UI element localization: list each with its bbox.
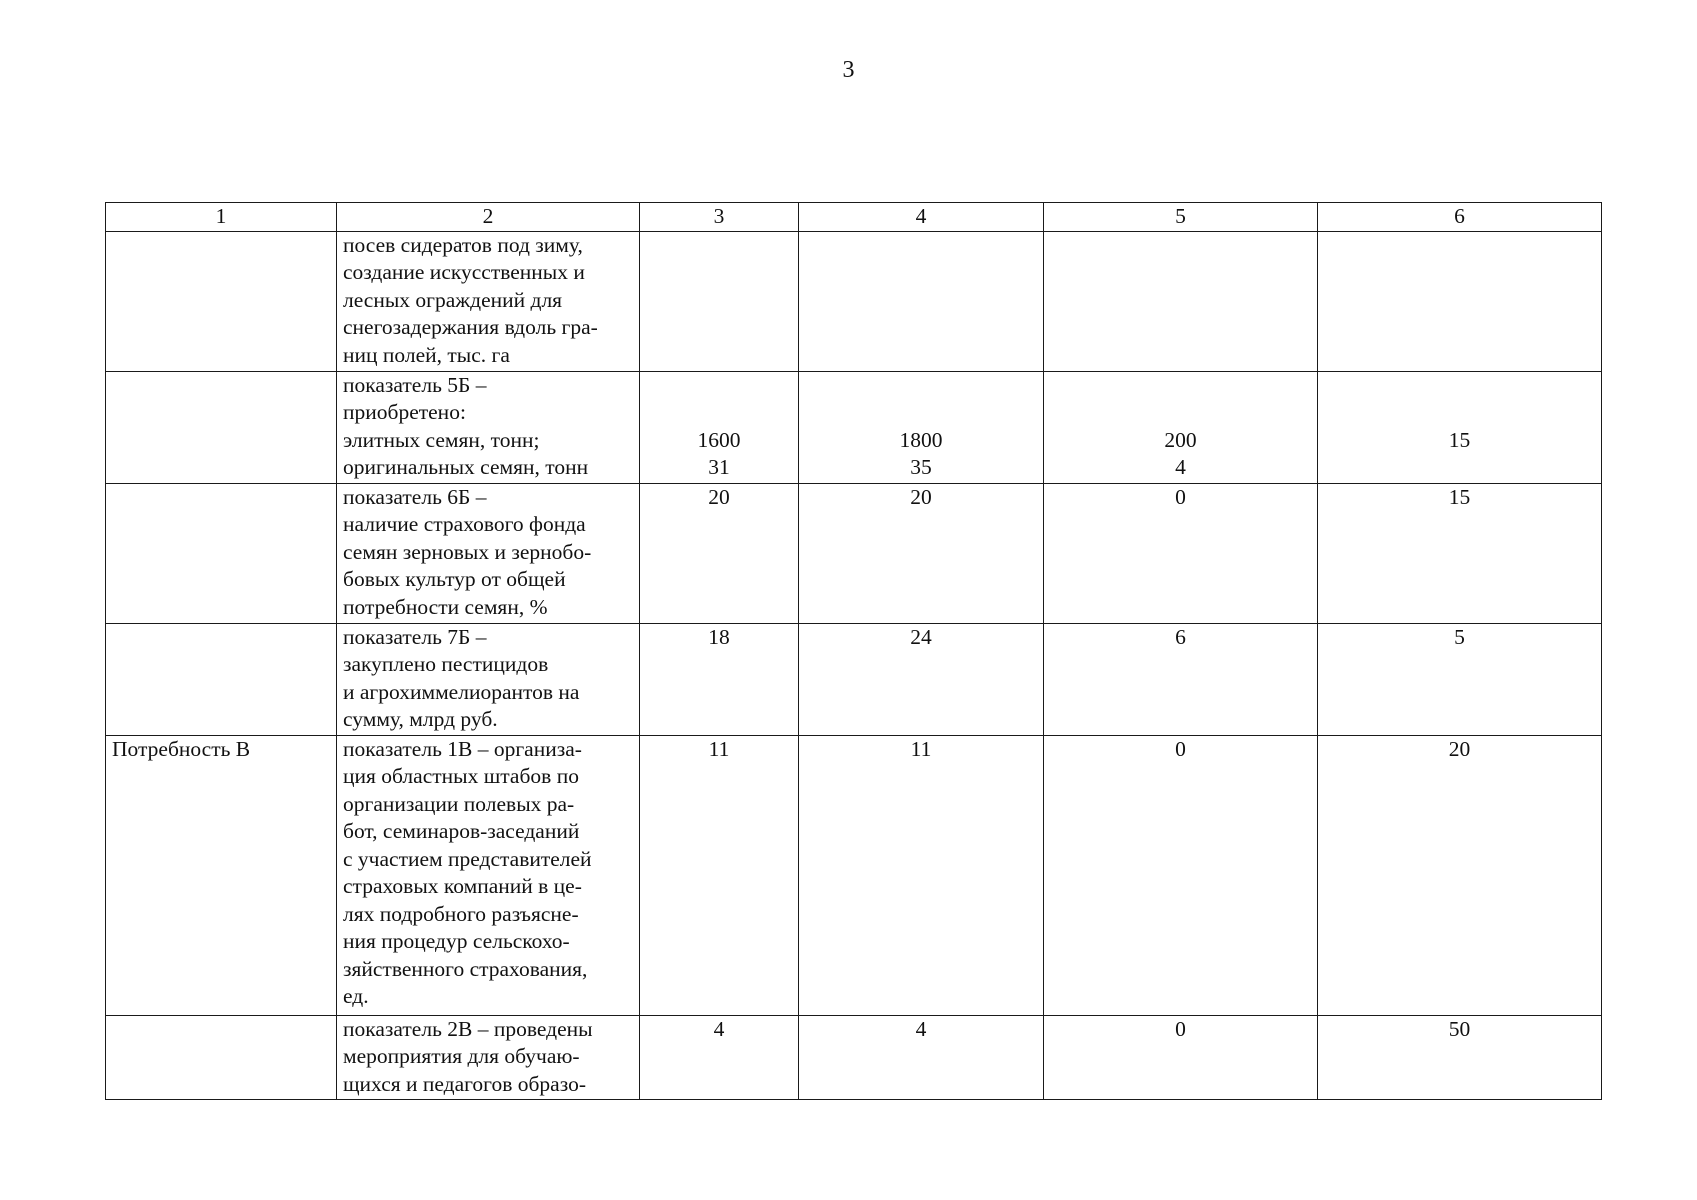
value-line: 1800 bbox=[899, 427, 943, 452]
value-line bbox=[1324, 372, 1595, 400]
indicator-line: бовых культур от общей bbox=[343, 567, 566, 591]
table-row bbox=[106, 1015, 1602, 1099]
value-cell: 11 bbox=[799, 735, 1044, 1015]
indicator-line: ед. bbox=[343, 984, 369, 1008]
indicator-line: показатель 2В – проведены bbox=[343, 1016, 593, 1041]
value-cell: 6 bbox=[1044, 623, 1318, 735]
indicator-cell bbox=[337, 735, 640, 1015]
indicator-line: страховых компаний в це- bbox=[343, 874, 582, 898]
value-line bbox=[1050, 372, 1311, 400]
indicator-cell bbox=[337, 1015, 640, 1099]
table-header-row bbox=[106, 203, 1602, 232]
value-cell bbox=[1044, 371, 1318, 483]
value-line: 31 bbox=[708, 455, 730, 479]
need-cell bbox=[106, 1015, 337, 1099]
value-cell: 50 bbox=[1318, 1015, 1602, 1099]
value-line bbox=[646, 372, 792, 400]
value-cell: 4 bbox=[799, 1015, 1044, 1099]
need-cell bbox=[106, 483, 337, 623]
value-line bbox=[1050, 399, 1311, 427]
value-cell bbox=[799, 231, 1044, 371]
indicator-cell bbox=[337, 231, 640, 371]
value-cell: 15 bbox=[1318, 483, 1602, 623]
value-line: 1600 bbox=[697, 427, 741, 452]
indicator-line: организации полевых ра- bbox=[343, 791, 575, 816]
value-line: 200 bbox=[1164, 427, 1197, 452]
indicator-line: показатель 5Б – bbox=[343, 372, 487, 397]
column-header: 2 bbox=[337, 203, 640, 232]
indicator-cell bbox=[337, 623, 640, 735]
indicator-line: показатель 1В – организа- bbox=[343, 736, 582, 761]
indicator-line: приобретено: bbox=[343, 400, 466, 424]
value-cell: 20 bbox=[640, 483, 799, 623]
indicator-line: зяйственного страхования, bbox=[343, 956, 588, 981]
value-cell: 20 bbox=[1318, 735, 1602, 1015]
value-line bbox=[805, 399, 1037, 427]
indicator-line: посев сидератов под зиму, bbox=[343, 232, 583, 257]
column-header: 1 bbox=[106, 203, 337, 232]
indicator-line: бот, семинаров-заседаний bbox=[343, 819, 580, 843]
indicator-line: и агрохиммелиорантов на bbox=[343, 679, 580, 704]
value-cell: 18 bbox=[640, 623, 799, 735]
table-row bbox=[106, 371, 1602, 483]
value-cell: 0 bbox=[1044, 483, 1318, 623]
value-cell bbox=[1044, 231, 1318, 371]
need-cell: Потребность В bbox=[106, 735, 337, 1015]
table-row bbox=[106, 231, 1602, 371]
value-cell: 24 bbox=[799, 623, 1044, 735]
value-cell bbox=[799, 371, 1044, 483]
indicator-line: ния процедур сельскохо- bbox=[343, 929, 570, 953]
value-line bbox=[646, 399, 792, 427]
value-line bbox=[805, 372, 1037, 400]
value-line: 15 bbox=[1448, 427, 1471, 452]
column-header: 4 bbox=[799, 203, 1044, 232]
indicators-table bbox=[105, 202, 1602, 1100]
indicator-line: мероприятия для обучаю- bbox=[343, 1044, 580, 1068]
indicator-line: ция областных штабов по bbox=[343, 764, 579, 788]
indicator-line: с участием представителей bbox=[343, 846, 592, 871]
value-line: 4 bbox=[1175, 455, 1186, 479]
need-cell bbox=[106, 231, 337, 371]
column-header: 6 bbox=[1318, 203, 1602, 232]
indicator-line: показатель 7Б – bbox=[343, 624, 487, 649]
value-cell bbox=[640, 231, 799, 371]
indicator-line: наличие страхового фонда bbox=[343, 512, 586, 536]
table-row bbox=[106, 623, 1602, 735]
value-cell: 0 bbox=[1044, 735, 1318, 1015]
need-cell bbox=[106, 623, 337, 735]
value-cell: 5 bbox=[1318, 623, 1602, 735]
value-cell bbox=[1318, 371, 1602, 483]
table-row bbox=[106, 735, 1602, 1015]
value-cell: 4 bbox=[640, 1015, 799, 1099]
indicator-line: создание искусственных и bbox=[343, 260, 585, 284]
indicator-line: потребности семян, % bbox=[343, 594, 548, 619]
value-cell bbox=[640, 371, 799, 483]
indicator-line: закуплено пестицидов bbox=[343, 652, 549, 676]
indicator-line: лях подробного разъясне- bbox=[343, 901, 579, 926]
table-row bbox=[106, 483, 1602, 623]
indicator-line: снегозадержания вдоль гра- bbox=[343, 315, 598, 339]
value-cell bbox=[1318, 231, 1602, 371]
indicator-line: элитных семян, тонн; bbox=[343, 427, 540, 452]
indicator-line: оригинальных семян, тонн bbox=[343, 455, 589, 479]
indicator-line: показатель 6Б – bbox=[343, 484, 487, 509]
page-number: 3 bbox=[842, 57, 855, 83]
indicator-cell bbox=[337, 371, 640, 483]
value-cell: 0 bbox=[1044, 1015, 1318, 1099]
need-cell bbox=[106, 371, 337, 483]
value-line bbox=[1324, 399, 1595, 427]
indicator-line: щихся и педагогов образо- bbox=[343, 1071, 586, 1096]
value-line: 35 bbox=[910, 455, 932, 479]
value-line bbox=[1324, 454, 1595, 482]
indicator-line: семян зерновых и зернобо- bbox=[343, 539, 592, 564]
value-cell: 20 bbox=[799, 483, 1044, 623]
indicator-line: лесных ограждений для bbox=[343, 287, 563, 312]
value-cell: 11 bbox=[640, 735, 799, 1015]
indicator-line: сумму, млрд руб. bbox=[343, 707, 498, 731]
column-header: 5 bbox=[1044, 203, 1318, 232]
indicator-cell bbox=[337, 483, 640, 623]
indicator-line: ниц полей, тыс. га bbox=[343, 342, 510, 367]
column-header: 3 bbox=[640, 203, 799, 232]
